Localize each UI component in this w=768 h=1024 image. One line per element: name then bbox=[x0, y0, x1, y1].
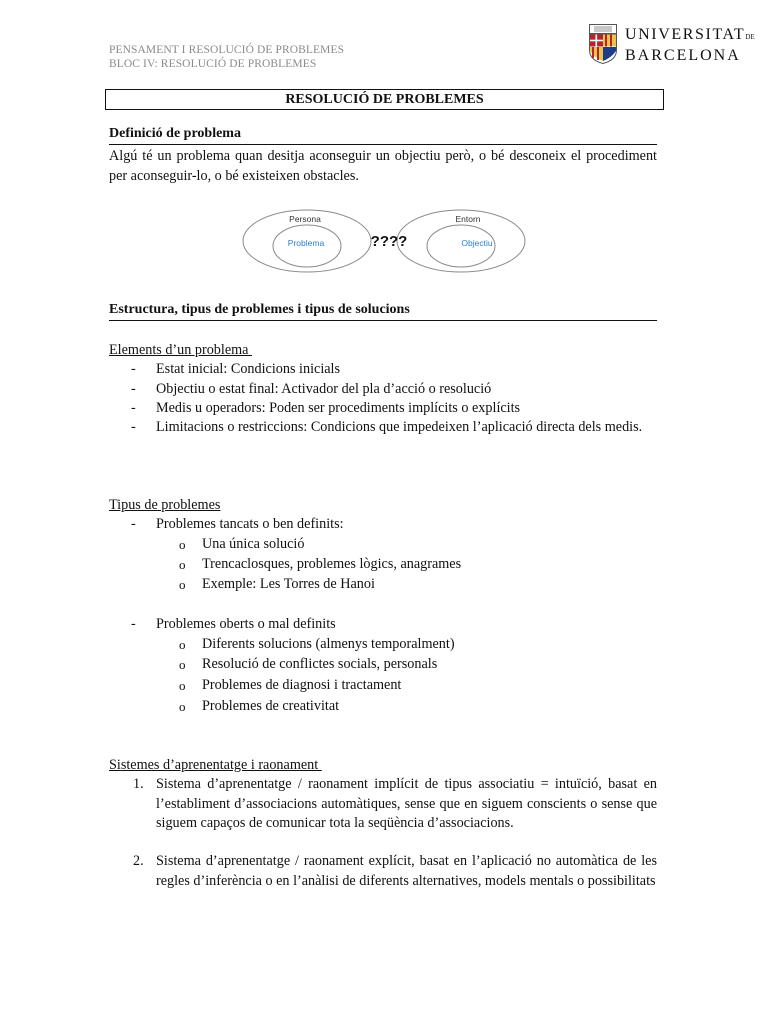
header-block-title: BLOC IV: RESOLUCIÓ DE PROBLEMES bbox=[109, 58, 317, 70]
open-problems-item: - Problemes oberts o mal definits bbox=[131, 616, 336, 632]
list-item: o Resolució de conflictes socials, personals bbox=[179, 656, 438, 672]
person-label: Persona bbox=[289, 214, 321, 224]
list-item: - Estat inicial: Condicions inicials bbox=[131, 361, 341, 377]
university-logo bbox=[589, 24, 755, 66]
list-item: o Exemple: Les Torres de Hanoi bbox=[179, 576, 375, 592]
structure-heading: Estructura, tipus de problemes i tipus de solucions bbox=[109, 301, 657, 321]
definition-heading: Definició de problema bbox=[109, 125, 657, 145]
problem-label: Problema bbox=[287, 238, 325, 248]
logo-universitat: UNIVERSITAT bbox=[625, 26, 746, 43]
list-item: o Una única solució bbox=[179, 536, 305, 552]
logo-de: DE bbox=[745, 33, 755, 41]
list-item: o Diferents solucions (almenys temporalment) bbox=[179, 636, 455, 652]
university-crest-icon bbox=[589, 24, 617, 64]
list-item: - Limitacions o restriccions: Condicions que impedeixen l’aplicació directa dels medis. bbox=[131, 419, 643, 435]
list-item: o Problemes de diagnosi i tractament bbox=[179, 677, 402, 693]
list-item: - Objectiu o estat final: Activador del pla d’acció o resolució bbox=[131, 381, 492, 397]
elements-heading: Elements d’un problema bbox=[109, 342, 253, 358]
closed-problems-item: - Problemes tancats o ben definits: bbox=[131, 516, 344, 532]
list-item: 2. Sistema d’aprenentatge / raonament explícit, basat en l’aplicació no automàtica de les regles d’inferència o en l’anàlisi de diferents alternatives, models mentals o possibilitats bbox=[133, 853, 657, 889]
problem-diagram bbox=[240, 206, 536, 276]
list-item: - Medis u operadors: Poden ser procediments implícits o explícits bbox=[131, 400, 521, 416]
list-item: o Problemes de creativitat bbox=[179, 698, 340, 714]
unknown-label: ???? bbox=[370, 233, 408, 250]
systems-heading: Sistemes d’aprenentatge i raonament bbox=[109, 757, 322, 773]
document-title: RESOLUCIÓ DE PROBLEMES bbox=[105, 89, 664, 110]
logo-barcelona: BARCELONA bbox=[625, 47, 741, 64]
environment-label: Entorn bbox=[455, 214, 481, 224]
types-heading: Tipus de problemes bbox=[109, 497, 221, 513]
university-name bbox=[625, 26, 755, 65]
list-item: o Trencaclosques, problemes lògics, anagrames bbox=[179, 556, 462, 572]
definition-text: Algú té un problema quan desitja aconseguir un objectiu però, o bé desconeix el procediment per aconseguir-lo, o bé existeixen obstacles. bbox=[109, 148, 657, 184]
goal-label: Objectiu bbox=[461, 238, 493, 248]
header-course-title: PENSAMENT I RESOLUCIÓ DE PROBLEMES bbox=[109, 44, 345, 56]
list-item: 1. Sistema d’aprenentatge / raonament implícit de tipus associatiu = intuïció, basat en l’establiment d’associacions automàtiques, sense que en siguem conscients o sense que siguem capaços de comunicar tota la seqüència d’associacions. bbox=[133, 776, 657, 831]
